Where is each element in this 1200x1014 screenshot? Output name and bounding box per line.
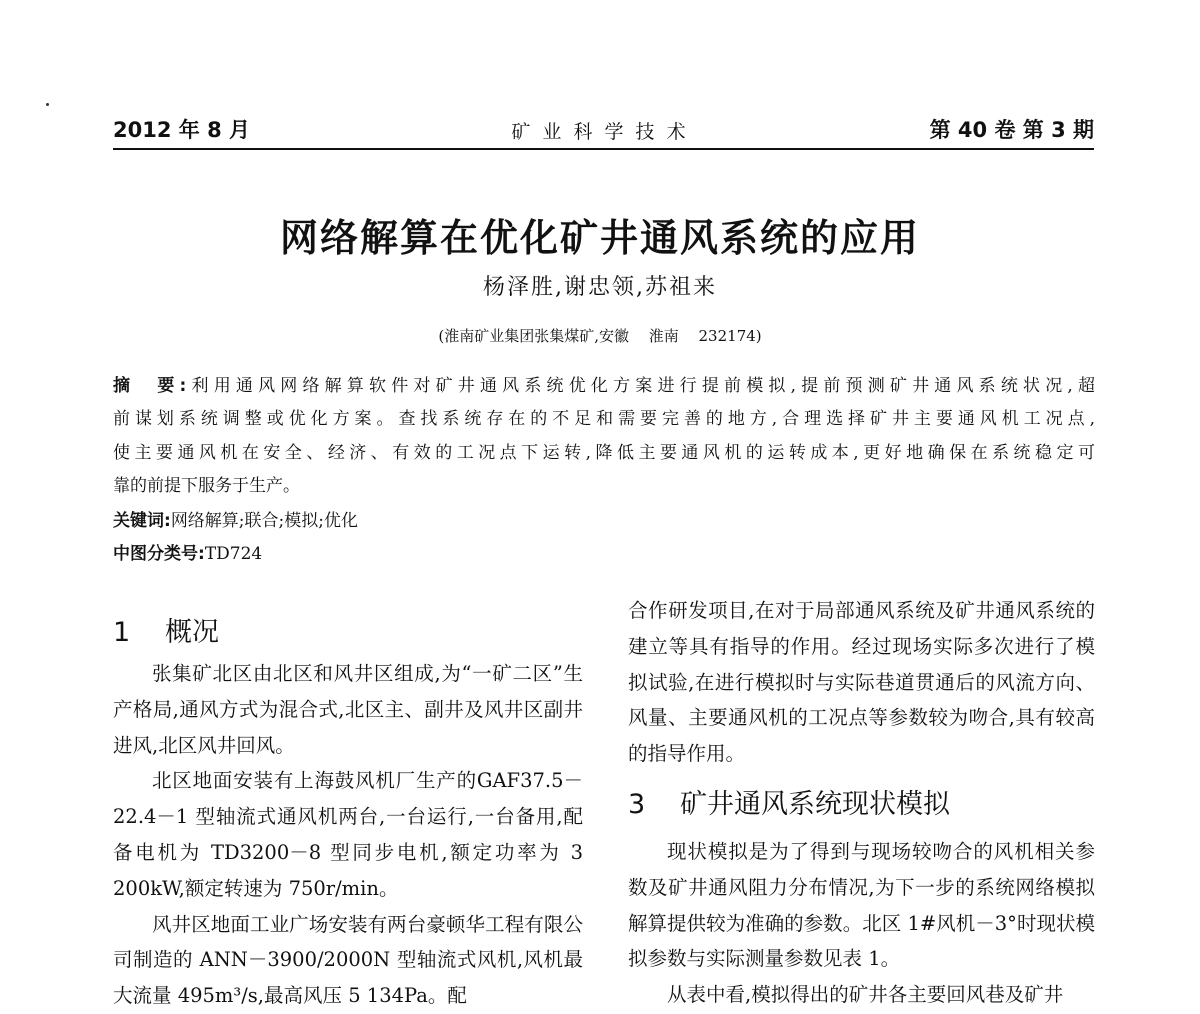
abstract-line: 使主要通风机在安全、经济、有效的工况点下运转,降低主要通风机的运转成本,更好地确保在系统稳定可 [113,442,1095,463]
abstract-label: 摘 要: [113,376,187,396]
paper-title: 网络解算在优化矿井通风系统的应用 [279,216,920,260]
section-title: 矿井通风系统现状模拟 [680,789,950,820]
section-title: 概况 [165,617,219,648]
scan-speck [46,103,49,106]
section-number: 1 [113,617,131,648]
paragraph: 合作研发项目,在对于局部通风系统及矿井通风系统的建立等具有指导的作用。经过现场实际多次进行了模拟试验,在进行模拟时与实际巷道贯通后的风流方向、风量、主要通风机的工况点等参数较为吻合,具有较高的指导作用。 [628,599,1095,766]
abstract [113,370,1095,504]
keywords [113,506,358,531]
clc-label: 中图分类号: [113,544,205,564]
classification-number [113,539,262,564]
abstract-line: 前谋划系统调整或优化方案。查找系统存在的不足和需要完善的地方,合理选择矿井主要通风机工况点, [113,409,1095,430]
section-number: 3 [628,789,646,820]
abstract-line: 摘 要:利用通风网络解算软件对矿井通风系统优化方案进行提前模拟,提前预测矿井通风系统状况,超 [113,376,1095,396]
header-journal-name: 矿 业 科 学 技 术 [511,121,689,143]
right-column-section-3 [628,834,1095,1013]
header-date: 2012 年 8 月 [113,118,250,142]
paragraph: 从表中看,模拟得出的矿井各主要回风巷及矿井 [667,983,1064,1007]
keywords-label: 关键词: [113,511,171,531]
left-column [113,656,583,1014]
section-1-heading [113,610,219,649]
paper-affiliation: (淮南矿业集团张集煤矿,安徽 淮南 232174) [438,327,762,345]
paragraph: 现状模拟是为了得到与现场较吻合的风机相关参数及矿井通风阻力分布情况,为下一步的系统网络模拟解算提供较为准确的参数。北区 1#风机－3°时现状模拟参数与实际测量参数见表 1。 [628,840,1095,971]
paragraph: 张集矿北区由北区和风井区组成,为“一矿二区”生产格局,通风方式为混合式,北区主、副井及风井区副井进风,北区风井回风。 [113,662,583,757]
clc-text: TD724 [204,544,263,564]
paper-authors: 杨泽胜,谢忠领,苏祖来 [483,275,717,300]
abstract-line: 靠的前提下服务于生产。 [113,476,300,497]
paragraph: 风井区地面工业广场安装有两台豪顿华工程有限公司制造的 ANN－3900/2000N 型轴流式风机,风机最大流量 495m³/s,最高风压 5 134Pa。配 [113,912,583,1008]
paragraph: 北区地面安装有上海鼓风机厂生产的GAF37.5－22.4－1 型轴流式通风机两台,一台运行,一台备用,配备电机为 TD3200－8 型同步电机,额定功率为 3 200kW,额定转速为 750r/min。 [113,769,583,900]
keywords-text: 网络解算;联合;模拟;优化 [170,511,358,531]
right-column-intro [628,593,1095,772]
header-rule [113,148,1094,150]
section-3-heading [628,782,950,821]
header-volume-issue: 第 40 卷 第 3 期 [929,118,1094,142]
